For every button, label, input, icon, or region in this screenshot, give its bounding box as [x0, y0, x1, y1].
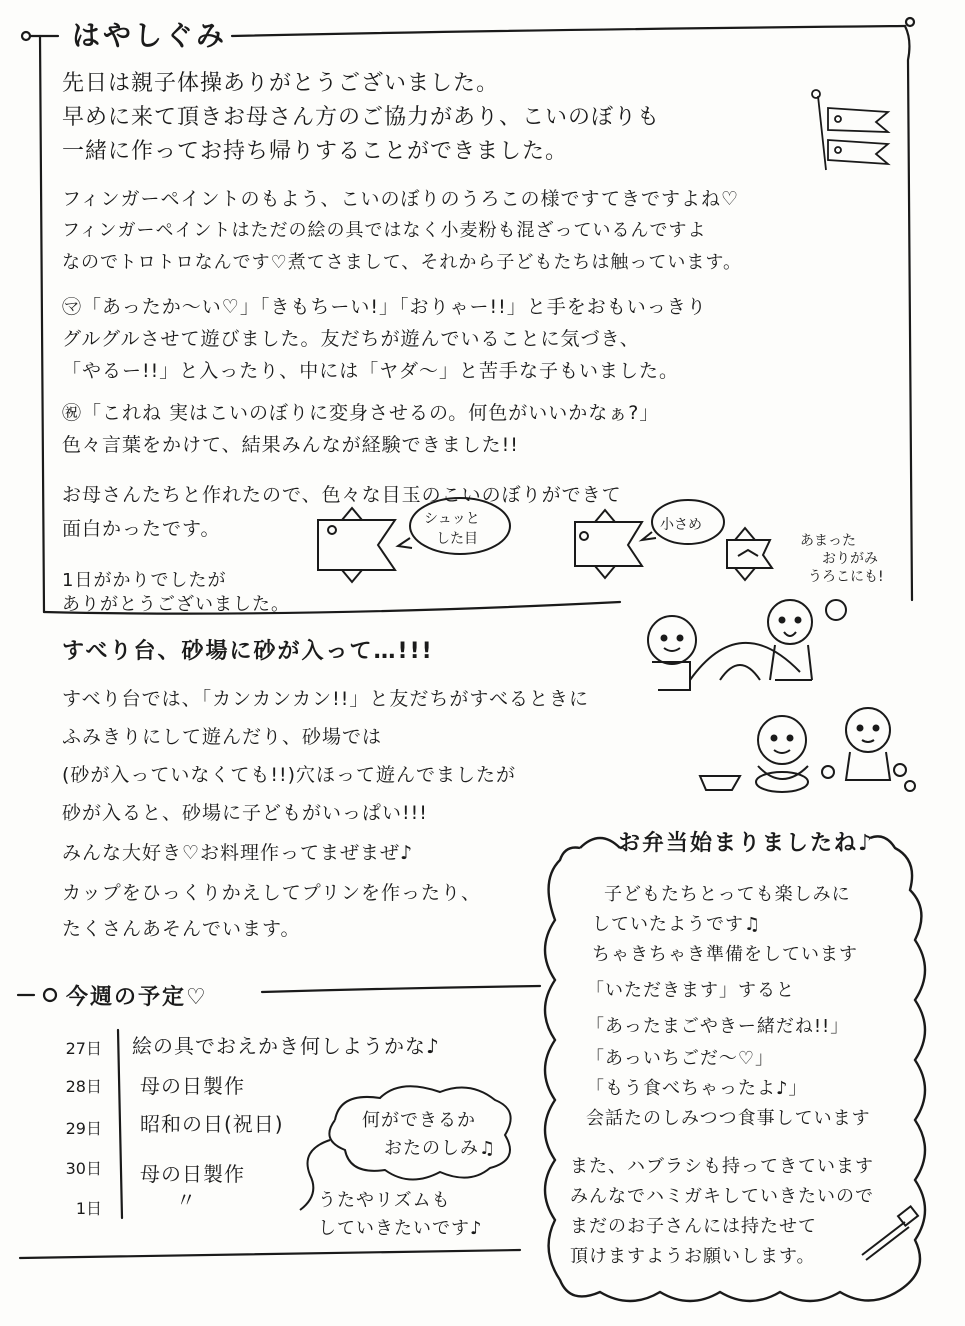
paragraph-line: ふみきりにして遊んだり、砂場では — [62, 726, 383, 748]
schedule-day: 27日 — [65, 1039, 102, 1058]
paragraph-line: 1日がかりでしたが — [62, 570, 227, 591]
paragraph-line: カップをひっくりかえしてプリンを作ったり、 — [62, 882, 482, 904]
paragraph-line: 先日は親子体操ありがとうございました。 — [62, 71, 500, 96]
paragraph-line: フィンガーペイントのもよう、こいのぼりのうろこの様ですてきですよね♡ — [62, 188, 740, 210]
children-illustration — [648, 600, 915, 792]
schedule-note: うたやリズムも — [318, 1190, 451, 1211]
bubble-text: した目 — [436, 531, 478, 547]
fish-drawing — [318, 508, 395, 582]
bento-line: まだのお子さんには持たせて — [570, 1216, 817, 1237]
paragraph-line: なのでトロトロなんです♡煮てさまして、それから子どもたちは触っています。 — [62, 252, 742, 273]
bubble-text: 小さめ — [660, 517, 702, 533]
bento-line: みんなでハミガキしていきたいので — [570, 1186, 874, 1207]
bento-line: 「あったまごやきー緒だね!!」 — [586, 1016, 850, 1037]
bento-line: していたようです♫ — [592, 914, 762, 935]
fish-drawing — [575, 510, 642, 578]
schedule-item: 昭和の日(祝日) — [140, 1112, 284, 1136]
bento-line: 会話たのしみつつ食事しています — [586, 1108, 871, 1129]
bento-line: 子どもたちとっても楽しみに — [604, 884, 851, 905]
koinobori-icon — [812, 90, 888, 170]
note-text: おりがみ — [822, 551, 878, 567]
paragraph-line: (砂が入っていなくても!!)穴ほって遊んでましたが — [62, 764, 517, 786]
cloud-text: おたのしみ♫ — [384, 1138, 497, 1159]
paragraph-line: 「やるー!!」と入ったり、中には「ヤダ〜」と苦手な子もいました。 — [62, 360, 680, 382]
note-text: うろこにも! — [808, 569, 884, 585]
schedule-title: 今週の予定♡ — [66, 985, 208, 1010]
cloud-text: 何ができるか — [362, 1110, 476, 1131]
schedule-item: 母の日製作 — [140, 1162, 245, 1186]
bento-line: 頂けますようお願いします。 — [570, 1246, 816, 1267]
schedule-day: 29日 — [65, 1119, 102, 1138]
schedule-item: 絵の具でおえかき何しようかな♪ — [132, 1034, 440, 1058]
bubble-text: シュッと — [424, 511, 480, 527]
paragraph-line: たくさんあそんでいます。 — [62, 918, 301, 940]
bento-line: 「もう食べちゃったよ♪」 — [586, 1078, 808, 1099]
paragraph-line: 色々言葉をかけて、結果みんなが経験できました!! — [62, 434, 519, 456]
paragraph-line: ㊗「これね 実はこいのぼりに変身させるの。何色がいいかなぁ?」 — [62, 402, 660, 424]
section-title-sandbox: すべり台、砂場に砂が入って…!!! — [62, 639, 434, 664]
bento-line: 「あっいちごだ〜♡」 — [586, 1048, 774, 1069]
paragraph-line: みんな大好き♡お料理作ってまぜまぜ♪ — [62, 842, 414, 864]
paragraph-line: すべり台では、「カンカンカン!!」と友だちがすべるときに — [62, 688, 589, 710]
paragraph-line: 面白かったです。 — [62, 518, 221, 540]
schedule-item: 母の日製作 — [140, 1074, 245, 1098]
bento-title: お弁当始まりましたね♪ — [618, 831, 875, 856]
bento-line: また、ハブラシも持ってきています — [570, 1156, 874, 1177]
schedule-day: 28日 — [65, 1077, 102, 1096]
paragraph-line: グルグルさせて遊びました。友だちが遊んでいることに気づき、 — [62, 328, 640, 350]
paragraph-line: ㋮「あったか〜い♡」「きもちーい!」「おりゃー!!」と手をおもいっきり — [62, 296, 707, 318]
paragraph-line: 一緒に作ってお持ち帰りすることができました。 — [62, 139, 569, 164]
bento-line: 「いただきます」すると — [586, 980, 795, 1001]
paragraph-line: フィンガーペイントはただの絵の具ではなく小麦粉も混ざっているんですよ — [62, 220, 707, 241]
note-text: あまった — [800, 533, 856, 549]
paragraph-line: 砂が入ると、砂場に子どもがいっぱい!!! — [62, 802, 428, 824]
bento-line: ちゃきちゃき準備をしています — [592, 944, 858, 965]
schedule-day: 30日 — [65, 1159, 102, 1178]
paragraph-line: ありがとうございました。 — [62, 594, 290, 615]
toothbrush-icon — [862, 1206, 918, 1260]
section-title-hayashigumi: はやしぐみ — [72, 19, 228, 52]
schedule-day: 1日 — [75, 1199, 102, 1218]
schedule-note: していきたいです♪ — [318, 1218, 483, 1239]
paragraph-line: お母さんたちと作れたので、色々な目玉のこいのぼりができて — [62, 484, 622, 506]
paragraph-line: 早めに来て頂きお母さん方のご協力があり、こいのぼりも — [62, 105, 661, 130]
schedule-item: 〃 — [176, 1188, 197, 1212]
fish-drawing — [727, 528, 772, 580]
